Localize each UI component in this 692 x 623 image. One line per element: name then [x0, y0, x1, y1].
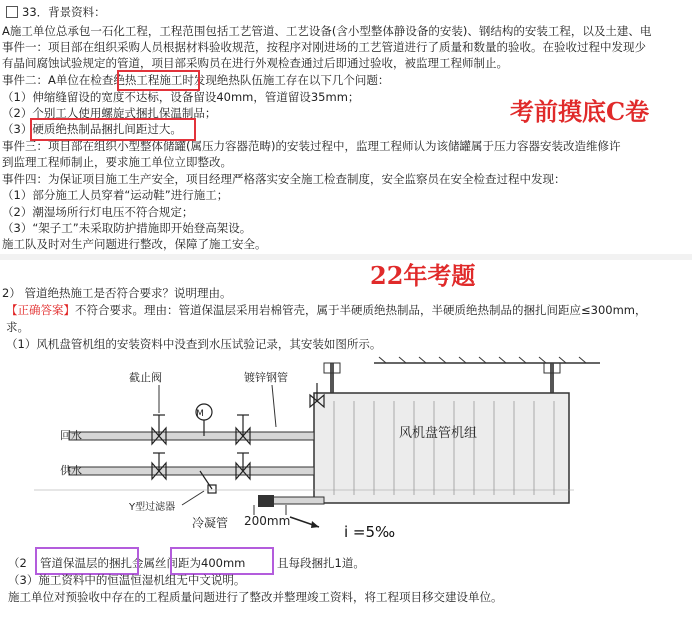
item-2-text: 管道保温层的捆扎金属丝间距为400mm: [40, 556, 246, 570]
text-line: （1）部分施工人员穿着“运动鞋”进行施工；: [2, 188, 229, 202]
return-label: 回水: [60, 429, 82, 442]
galv-pipe-label: 镀锌钢管: [244, 371, 288, 384]
text-line: （1）伸缩缝留设的宽度不达标，设备留设40mm，管道留设35mm；: [2, 90, 360, 104]
item-3: （3）施工资料中的恒温恒湿机组无中文说明。: [8, 573, 246, 587]
text-line: 到监理工程师制止，要求施工单位立即整改。: [2, 155, 232, 169]
text-line: 事件一：项目部在组织采购人员根据材料验收规范，按程序对刚进场的工艺管道进行了质量和数量的验收。在验收过程中发现少: [2, 40, 646, 54]
text-line: 施工队及时对生产问题进行整改，保障了施工安全。: [2, 237, 267, 251]
item-2-prefix: （2: [8, 556, 27, 570]
gauge-icon: M: [196, 409, 204, 419]
text-line: A施工单位总承包一石化工程，工程范围包括工艺管道、工艺设备(含小型整体静设备的安装)、钢结构的安装工程，以及土建、电: [2, 24, 652, 38]
supply-label: 供水: [60, 464, 82, 477]
slope-label: i =5‰: [344, 523, 396, 541]
item-2-tail: 且每段捆扎1道。: [277, 556, 365, 570]
question-2: 2） 管道绝热施工是否符合要求？说明理由。: [2, 286, 232, 300]
text-line: （3）“架子工”未采取防护措施即开始登高架设。: [2, 221, 252, 235]
item-1: （1）风机盘管机组的安装资料中没查到水压试验记录，其安装如图所示。: [6, 337, 382, 351]
text-line: 事件三：项目部在组织小型整体储罐(属压力容器范畴)的安装过程中，监理工程师认为该储罐属于压力容器安装改造维修许: [2, 139, 621, 153]
text-line: （2）潮湿场所行灯电压不符合规定；: [2, 205, 194, 219]
text-line: 事件二：A单位在检查绝热工程施工时发现绝热队伍施工存在以下几个问题：: [2, 73, 390, 87]
answer-label: 【正确答案】: [6, 303, 75, 317]
answer-text: 不符合要求。理由：管道保温层采用岩棉管壳，属于半硬质绝热制品，半硬质绝热制品的捆扎间距应≤300mm，: [75, 303, 647, 317]
fcu-label: 风机盘管机组: [399, 426, 478, 441]
dimension-label: 200mm: [244, 514, 291, 528]
condensate-label: 冷凝管: [192, 516, 229, 530]
answer-line: [6, 303, 647, 318]
question-title: 33．背景资料：: [22, 5, 106, 19]
answer-tail: 求。: [6, 320, 29, 334]
divider: [0, 254, 692, 260]
y-filter-label: Y型过滤器: [129, 502, 176, 513]
highlight-spacing-400mm: [170, 547, 274, 575]
highlight-insulation-construction: [117, 70, 200, 91]
stamp-exam-c: 考前摸底C卷: [510, 97, 650, 126]
stop-valve-label: 截止阀: [129, 371, 162, 384]
fan-coil-diagram: [14, 355, 600, 553]
text-line: （3）硬质绝热制品捆扎间距过大。: [2, 122, 182, 136]
final-line: 施工单位对预验收中存在的工程质量问题进行了整改并整理竣工资料，将工程项目移交建设单位。: [8, 590, 503, 604]
text-line: 事件四：为保证项目施工生产安全，项目经理严格落实安全施工检查制度，安全监察员在安全检查过程中发现：: [2, 172, 566, 186]
highlight-insulation-layer: [35, 547, 139, 575]
text-line: 有晶间腐蚀试验规定的管道，项目部采购员在进行外观检查通过后即通过验收，被监理工程师制止。: [2, 56, 508, 70]
text-line: （2）个别工人使用螺旋式捆扎保温制品；: [2, 106, 217, 120]
question-checkbox[interactable]: [6, 6, 18, 18]
highlight-rigid-insulation: [30, 118, 196, 141]
stamp-2022-exam: 22年考题: [370, 261, 476, 290]
